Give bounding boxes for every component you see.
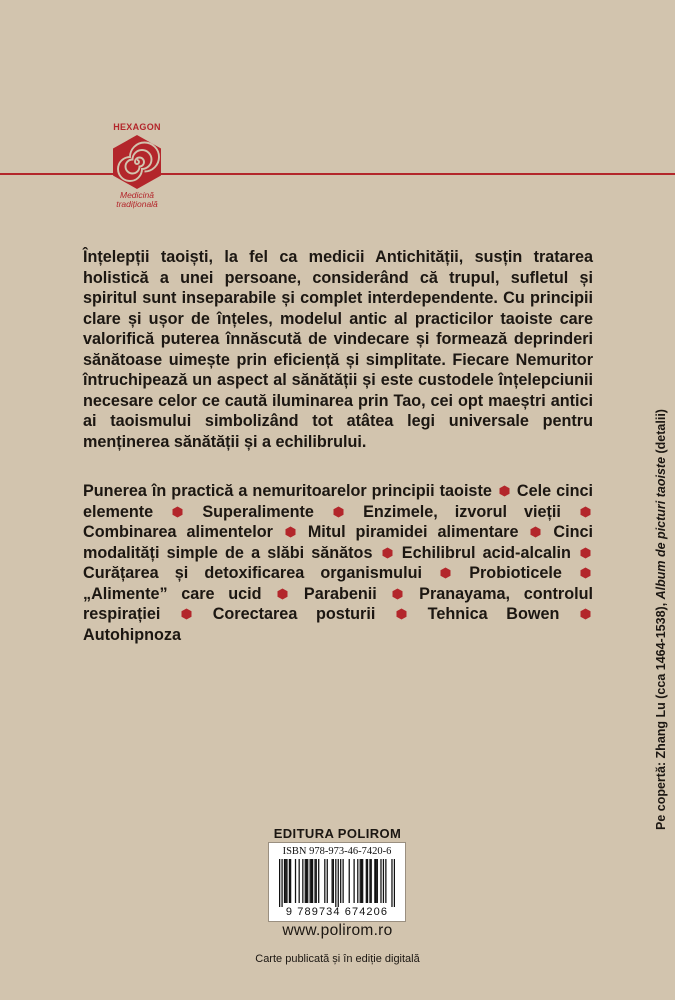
topic-item: Cinci modalități simple de a slăbi sănătos — [83, 523, 593, 562]
red-hexagon-bullet-icon — [172, 506, 183, 518]
barcode-bar — [385, 859, 386, 903]
barcode-bar — [316, 859, 317, 903]
isbn-digits: 9 789734 674206 — [285, 906, 389, 918]
topic-item: Superalimente — [202, 502, 314, 521]
barcode-bar — [357, 859, 358, 903]
barcode-label — [268, 842, 406, 922]
red-hexagon-bullet-icon — [382, 547, 393, 559]
barcode-bar — [349, 859, 350, 903]
barcode-bar — [367, 859, 368, 903]
barcode-bar — [314, 859, 315, 903]
barcode-bar — [335, 859, 336, 907]
barcode-icon — [279, 859, 395, 907]
cover-credit-prefix: Pe copertă: Zhang Lu (cca 1464-1538), — [654, 599, 668, 830]
barcode-bar — [324, 859, 325, 903]
topic-item: Corectarea posturii — [212, 605, 376, 623]
topic-item: „Alimente” care ucid — [83, 584, 262, 603]
cover-credit-work: Album de picturi taoiste — [654, 456, 668, 600]
publisher-logo — [96, 122, 178, 222]
red-hexagon-bullet-icon — [333, 506, 344, 518]
barcode-bar — [302, 859, 303, 903]
barcode-bar — [281, 859, 282, 907]
barcode-bar — [338, 859, 339, 907]
red-hexagon-bullet-icon — [396, 608, 407, 620]
red-hexagon-bullet-icon — [285, 526, 296, 538]
barcode-bar — [312, 859, 313, 903]
barcode-bar — [279, 859, 280, 907]
barcode-bar — [340, 859, 341, 903]
barcode-bar — [353, 859, 354, 903]
logo-subtitle-line1: Medicină — [119, 190, 155, 200]
topic-item: Pranayama, controlul respirației — [83, 584, 593, 623]
barcode-bar — [310, 859, 311, 903]
topics-list — [83, 481, 593, 645]
topic-item: Autohipnoza — [83, 625, 182, 644]
topic-item: Probioticele — [469, 564, 562, 582]
barcode-bar — [360, 859, 361, 903]
topic-item: Mitul piramidei alimentare — [307, 523, 519, 541]
barcode-bar — [366, 859, 367, 903]
digital-edition-note: Carte publicată și în ediție digitală — [255, 953, 420, 965]
barcode-bar — [290, 859, 291, 903]
topic-item: Cele cinci elemente — [83, 482, 594, 521]
barcode-bar — [327, 859, 328, 903]
logo-subtitle-line2: tradițională — [116, 199, 158, 209]
topic-item: Punerea în practică a nemuritoarelor principii taoiste — [83, 482, 492, 500]
barcode-bar — [286, 859, 287, 903]
red-hexagon-bullet-icon — [181, 608, 192, 620]
barcode-bar — [342, 859, 343, 903]
topic-item: Curățarea și detoxificarea organismului — [83, 564, 422, 582]
barcode-bar — [295, 859, 296, 903]
barcode-bar — [333, 859, 334, 903]
barcode-bar — [369, 859, 370, 903]
barcode-bar — [377, 859, 378, 903]
logo-brand: HEXAGON — [113, 122, 161, 132]
red-hexagon-bullet-icon — [440, 567, 451, 579]
cover-credit-suffix: (detalii) — [654, 409, 668, 457]
topic-item: Echilibrul acid-alcalin — [401, 543, 571, 562]
publisher-website: www.polirom.ro — [282, 922, 393, 939]
red-hexagon-bullet-icon — [530, 526, 541, 538]
barcode-bar — [306, 859, 307, 903]
barcode-bar — [299, 859, 300, 903]
isbn-label: ISBN 978-973-46-7420-6 — [282, 846, 392, 857]
red-hexagon-bullet-icon — [580, 567, 591, 579]
barcode-bar — [307, 859, 308, 903]
barcode-bar — [383, 859, 384, 903]
book-description: Înțelepții taoiști, la fel ca medicii Antichității, susțin tratarea holistică a unei persoane, considerând că trupul, sufletul și spiritul sunt inseparabile și complet interdependente. Cu principii clare și ușor de înțeles, modelul antic al practicilor taoiste care valorifică puterea înnăscută de vindecare și formează deprinderi sănătoase uimește prin eficiență și simplitate. Fiecare Nemuritor întruchipează un aspect al sănătății și este custodele înțelepciunii necesare celor ce caută iluminarea prin Tao, cei opt maeștri antici ai taoismului simbolizând tot atâtea legi universale pentru menținerea sănătății și a echilibrului. — [83, 248, 593, 451]
barcode-bar — [375, 859, 376, 903]
barcode-bar — [371, 859, 372, 903]
topic-item: Tehnica Bowen — [427, 605, 560, 623]
red-hexagon-bullet-icon — [580, 608, 591, 620]
barcode-bar — [391, 859, 392, 907]
barcode-bar — [380, 859, 381, 903]
red-hexagon-bullet-icon — [580, 506, 591, 518]
barcode-bar — [362, 859, 363, 903]
topic-item: Parabenii — [303, 584, 377, 603]
red-hexagon-bullet-icon — [277, 588, 288, 600]
barcode-bar — [318, 859, 319, 903]
red-hexagon-bullet-icon — [392, 588, 403, 600]
barcode-bar — [332, 859, 333, 903]
topic-item: Enzimele, izvorul vieții — [363, 502, 561, 521]
topic-item: Combinarea alimentelor — [83, 523, 273, 541]
barcode-bar — [285, 859, 286, 903]
hexagon-spiral-icon — [108, 133, 166, 191]
red-hexagon-bullet-icon — [499, 485, 510, 497]
barcode-bar — [284, 859, 285, 903]
barcode-bar — [394, 859, 395, 907]
barcode-bar — [374, 859, 375, 903]
barcode-bar — [289, 859, 290, 903]
publisher-name: EDITURA POLIROM — [273, 826, 402, 841]
barcode-bar — [361, 859, 362, 903]
barcode-bar — [311, 859, 312, 903]
red-hexagon-bullet-icon — [580, 547, 591, 559]
barcode-bar — [305, 859, 306, 903]
